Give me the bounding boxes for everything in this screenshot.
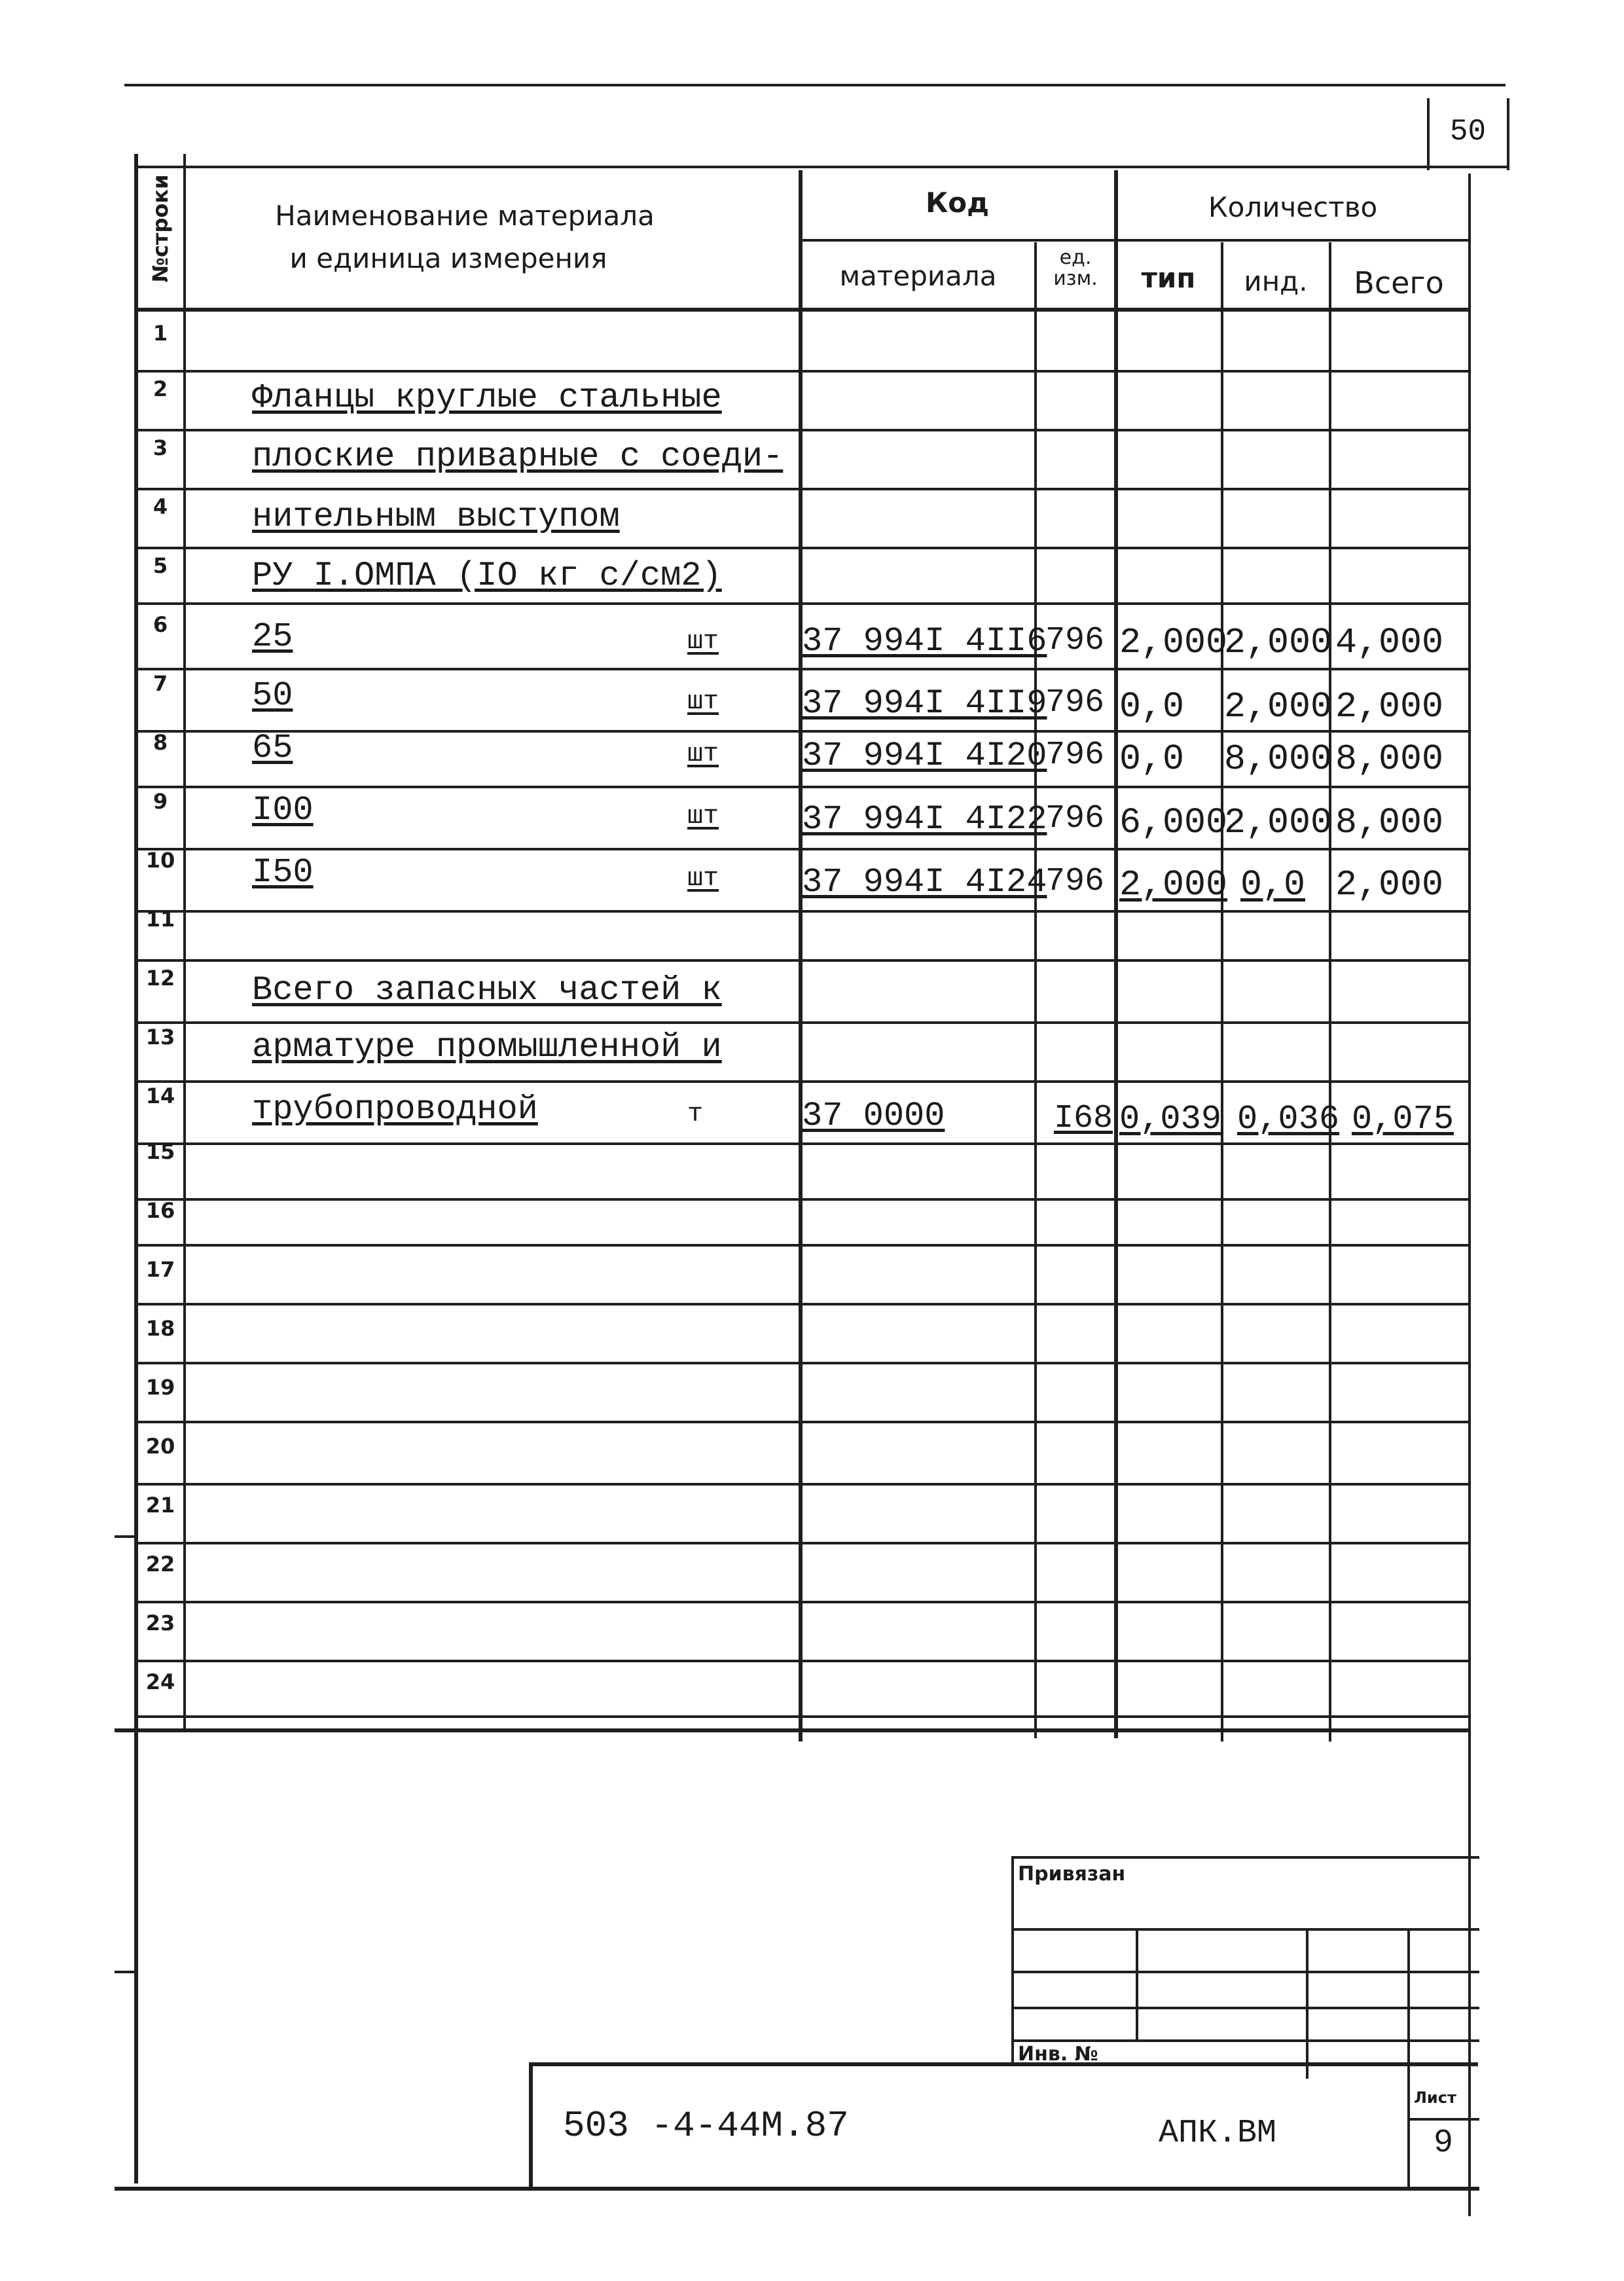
- unit-code: 796: [1045, 863, 1105, 900]
- unit-name: шт: [687, 864, 719, 894]
- title-block-top: [529, 2062, 1478, 2066]
- row-number: 19: [145, 1375, 175, 1400]
- document-code: 503 -4-44М.87: [563, 2105, 849, 2147]
- row-number: 14: [145, 1084, 175, 1108]
- row-number: 2: [153, 376, 168, 401]
- row-sep: [134, 1198, 1470, 1201]
- row-number: 15: [145, 1139, 175, 1164]
- qty-type: 0,0: [1119, 686, 1185, 727]
- code-material-header: материала: [839, 260, 997, 292]
- qty-ind: 0,0: [1240, 864, 1306, 905]
- material-size: 65: [252, 729, 293, 767]
- table-top-border: [134, 166, 1509, 168]
- material-name: плоские приварные с соеди-: [252, 437, 784, 476]
- row-number: 8: [153, 730, 168, 755]
- bound-label: Привязан: [1018, 1863, 1126, 1886]
- margin-tick: [115, 1971, 137, 1973]
- row-sep: [134, 1142, 1470, 1145]
- name-header-line2: и единица измерения: [289, 242, 607, 274]
- summary-code: 37 0000: [802, 1097, 945, 1135]
- sheet-box-right: [1507, 98, 1509, 170]
- row-number: 21: [145, 1493, 175, 1518]
- document-mark: АПК.ВМ: [1159, 2115, 1277, 2152]
- material-size: I00: [252, 791, 314, 830]
- material-code: 37 994I 4II9: [802, 684, 1047, 723]
- row-number: 23: [145, 1611, 175, 1635]
- qty-total: 4,000: [1335, 622, 1444, 663]
- qty-total: 2,000: [1335, 686, 1444, 727]
- summary-unit-name: т: [687, 1100, 704, 1129]
- row-sep: [134, 1660, 1470, 1662]
- qty-ind: 8,000: [1224, 739, 1333, 780]
- margin-tick: [115, 1535, 137, 1538]
- row-number: 24: [145, 1670, 175, 1694]
- col-rowno-right: [183, 154, 186, 1728]
- unit-name: шт: [687, 802, 719, 831]
- col-type-right: [1221, 242, 1223, 1742]
- material-name: РУ I.ОМПА (IO кг с/см2): [252, 557, 722, 595]
- summary-line: трубопроводной: [252, 1090, 538, 1129]
- material-size: 50: [252, 676, 293, 715]
- qty-total: 2,000: [1335, 864, 1444, 905]
- qty-ind: 2,000: [1224, 622, 1333, 663]
- unit-name: шт: [687, 687, 719, 717]
- sheet-box-left: [1427, 98, 1430, 170]
- unit-code: 796: [1045, 684, 1105, 721]
- sheet-number-top: 50: [1449, 115, 1487, 149]
- row-sep: [134, 1542, 1470, 1544]
- row-number: 16: [145, 1198, 175, 1223]
- row-sep: [134, 488, 1470, 490]
- header-bottom: [134, 308, 1470, 312]
- approval-col: [1407, 1928, 1410, 2079]
- unit-code: 796: [1045, 800, 1105, 837]
- summary-type: 0,039: [1119, 1100, 1222, 1139]
- page-bottom-rule: [115, 2187, 1479, 2191]
- inv-label: Инв. №: [1018, 2043, 1098, 2066]
- row-sep: [134, 1362, 1470, 1364]
- material-code: 37 994I 4II6: [802, 622, 1047, 661]
- material-size: I50: [252, 853, 314, 892]
- qty-total: 8,000: [1335, 802, 1444, 843]
- col-total-right: [1468, 173, 1471, 2216]
- top-rule: [124, 84, 1506, 86]
- row-sep: [134, 1483, 1470, 1486]
- row-sep: [134, 1021, 1470, 1024]
- material-code: 37 994I 4I20: [802, 737, 1047, 775]
- summary-line: арматуре промышленной и: [252, 1028, 722, 1067]
- unit-code: 796: [1045, 737, 1105, 774]
- material-name: нительным выступом: [252, 498, 620, 536]
- row-number: 1: [153, 321, 168, 346]
- row-sep: [134, 786, 1470, 788]
- row-number: 18: [145, 1316, 175, 1341]
- sheet-cell-left: [1407, 2079, 1410, 2187]
- code-group-header: Код: [925, 187, 990, 219]
- row-sep: [134, 910, 1470, 913]
- code-unit-header: ед. изм.: [1053, 246, 1098, 290]
- row-number: 22: [145, 1552, 175, 1577]
- row-number: 12: [145, 966, 175, 991]
- qty-type: 6,000: [1119, 802, 1228, 843]
- row-sep: [134, 959, 1470, 962]
- row-sep: [134, 730, 1470, 733]
- approval-col: [1136, 1928, 1138, 2039]
- sheet-number: 9: [1433, 2125, 1453, 2162]
- name-header-line1: Наименование материала: [275, 200, 655, 232]
- row-sep: [134, 668, 1470, 670]
- col-ind-right: [1329, 242, 1331, 1742]
- qty-ind-header: инд.: [1244, 265, 1308, 297]
- row-number: 6: [153, 612, 168, 637]
- table-bottom: [115, 1728, 1470, 1732]
- qty-ind: 2,000: [1224, 686, 1333, 727]
- row-sep: [134, 602, 1470, 605]
- qty-type: 2,000: [1119, 622, 1228, 663]
- row-sep: [134, 1715, 1470, 1718]
- qty-total-header: Всего: [1354, 265, 1444, 301]
- material-code: 37 994I 4I24: [802, 863, 1047, 902]
- row-number: 17: [145, 1257, 175, 1282]
- qty-group-header: Количество: [1208, 191, 1378, 223]
- unit-name: шт: [687, 740, 719, 769]
- summary-ind: 0,036: [1237, 1100, 1340, 1139]
- row-number: 10: [145, 848, 175, 873]
- col-code-right: [1034, 242, 1037, 1738]
- row-number: 7: [153, 671, 168, 696]
- row-sep: [134, 370, 1470, 373]
- row-sep: [134, 1601, 1470, 1603]
- material-code: 37 994I 4I22: [802, 800, 1047, 839]
- col-unit-right: [1114, 170, 1118, 1738]
- header-split: [799, 239, 1470, 242]
- row-number: 9: [153, 789, 168, 814]
- material-name: Фланцы круглые стальные: [252, 378, 722, 417]
- qty-type-header: тип: [1141, 262, 1196, 294]
- row-sep: [134, 1080, 1470, 1083]
- row-sep: [134, 429, 1470, 431]
- row-number: 20: [145, 1434, 175, 1459]
- approval-top: [1011, 1856, 1479, 1859]
- row-sep: [134, 1303, 1470, 1305]
- summary-unit-code: I68: [1054, 1100, 1113, 1137]
- row-sep: [134, 1421, 1470, 1423]
- qty-total: 8,000: [1335, 739, 1444, 780]
- rowno-header: №строки: [148, 174, 173, 283]
- approval-left: [1011, 1856, 1014, 2066]
- row-number: 13: [145, 1025, 175, 1049]
- summary-line: Всего запасных частей к: [252, 971, 722, 1010]
- unit-code: 796: [1045, 622, 1105, 659]
- qty-type: 0,0: [1119, 739, 1185, 780]
- sheet-label: Лист: [1414, 2089, 1456, 2107]
- summary-total: 0,075: [1352, 1100, 1454, 1139]
- qty-type: 2,000: [1119, 864, 1228, 905]
- unit-name: шт: [687, 627, 719, 657]
- title-block-left: [529, 2062, 533, 2190]
- row-sep: [134, 1244, 1470, 1247]
- row-number: 4: [153, 494, 168, 519]
- qty-ind: 2,000: [1224, 802, 1333, 843]
- row-number: 11: [145, 907, 175, 932]
- row-number: 5: [153, 553, 168, 578]
- material-size: 25: [252, 617, 293, 656]
- sheet-cell-split: [1407, 2118, 1479, 2121]
- row-sep: [134, 848, 1470, 850]
- approval-col: [1306, 1928, 1308, 2079]
- col-name-right: [799, 170, 803, 1742]
- row-number: 3: [153, 435, 168, 460]
- row-sep: [134, 547, 1470, 549]
